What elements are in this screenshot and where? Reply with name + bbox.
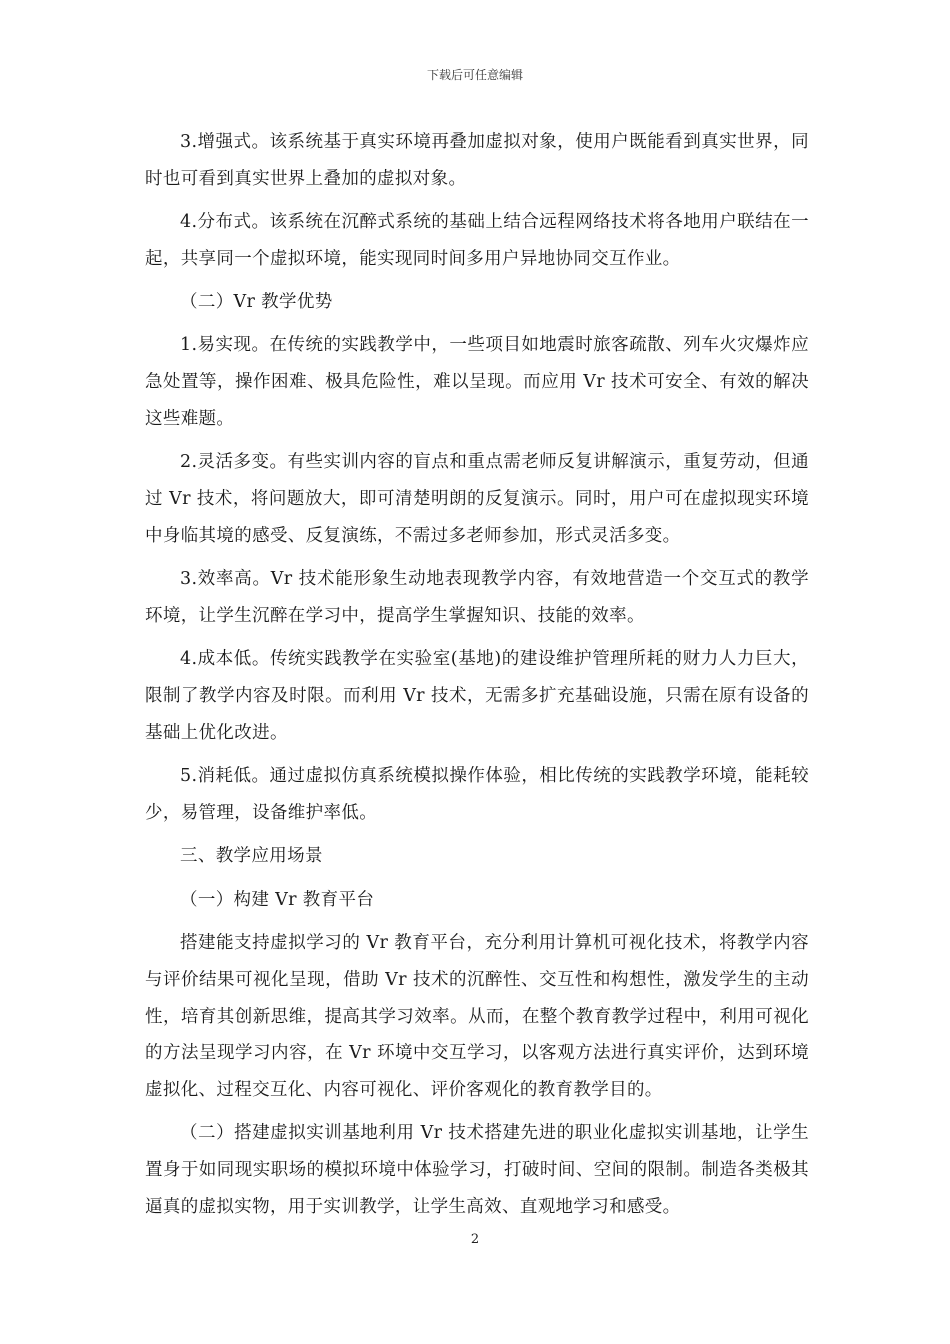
paragraph-flexible: 2.灵活多变。有些实训内容的盲点和重点需老师反复讲解演示，重复劳动，但通过 Vr 技术，将问题放大，即可清楚明朗的反复演示。同时，用户可在虚拟现实环境中身临其境的感受、反复演练，不需过多老师参加，形式灵活多变。 bbox=[145, 452, 809, 546]
subsection-heading-vr-platform: （一）构建 Vr 教育平台 bbox=[180, 889, 375, 910]
paragraph-vr-platform: 搭建能支持虚拟学习的 Vr 教育平台，充分利用计算机可视化技术，将教学内容与评价结果可视化呈现，借助 Vr 技术的沉醉性、交互性和构想性，激发学生的主动性，培育其创新思维，提高其学习效率。从而，在整个教育教学过程中，利用可视化的方法呈现学习内容，在 Vr 环境中交互学习，以客观方法进行真实评价，达到环境虚拟化、过程交互化、内容可视化、评价客观化的教育教学目的。 bbox=[145, 932, 809, 1101]
paragraph-augmented-type: 3.增强式。该系统基于真实环境再叠加虚拟对象，使用户既能看到真实世界，同时也可看到真实世界上叠加的虚拟对象。 bbox=[145, 132, 809, 189]
document-body bbox=[145, 124, 809, 1232]
paragraph-low-consumption: 5.消耗低。通过虚拟仿真系统模拟操作体验，相比传统的实践教学环境，能耗较少，易管理，设备维护率低。 bbox=[145, 766, 809, 824]
paragraph-easy-to-implement: 1.易实现。在传统的实践教学中，一些项目如地震时旅客疏散、列车火灾爆炸应急处置等，操作困难、极具危险性，难以呈现。而应用 Vr 技术可安全、有效的解决这些难题。 bbox=[145, 335, 809, 430]
paragraph-virtual-training-base: （二）搭建虚拟实训基地利用 Vr 技术搭建先进的职业化虚拟实训基地，让学生置身于如同现实职场的模拟环境中体验学习，打破时间、空间的限制。制造各类极其逼真的虚拟实物，用于实训教学，让学生高效、直观地学习和感受。 bbox=[145, 1123, 809, 1218]
section-heading-application-scenarios: 三、教学应用场景 bbox=[180, 846, 323, 867]
paragraph-low-cost: 4.成本低。传统实践教学在实验室(基地)的建设维护管理所耗的财力人力巨大，限制了教学内容及时限。而利用 Vr 技术，无需多扩充基础设施，只需在原有设备的基础上优化改进。 bbox=[145, 649, 809, 743]
section-heading-vr-advantages: （二）Vr 教学优势 bbox=[180, 292, 333, 313]
page-number: 2 bbox=[470, 1232, 480, 1247]
page-header: 下载后可任意编辑 bbox=[426, 68, 523, 82]
paragraph-high-efficiency: 3.效率高。Vr 技术能形象生动地表现教学内容，有效地营造一个交互式的教学环境，让学生沉醉在学习中，提高学生掌握知识、技能的效率。 bbox=[145, 569, 809, 627]
paragraph-distributed-type: 4.分布式。该系统在沉醉式系统的基础上结合远程网络技术将各地用户联结在一起，共享同一个虚拟环境，能实现同时间多用户异地协同交互作业。 bbox=[145, 212, 809, 269]
